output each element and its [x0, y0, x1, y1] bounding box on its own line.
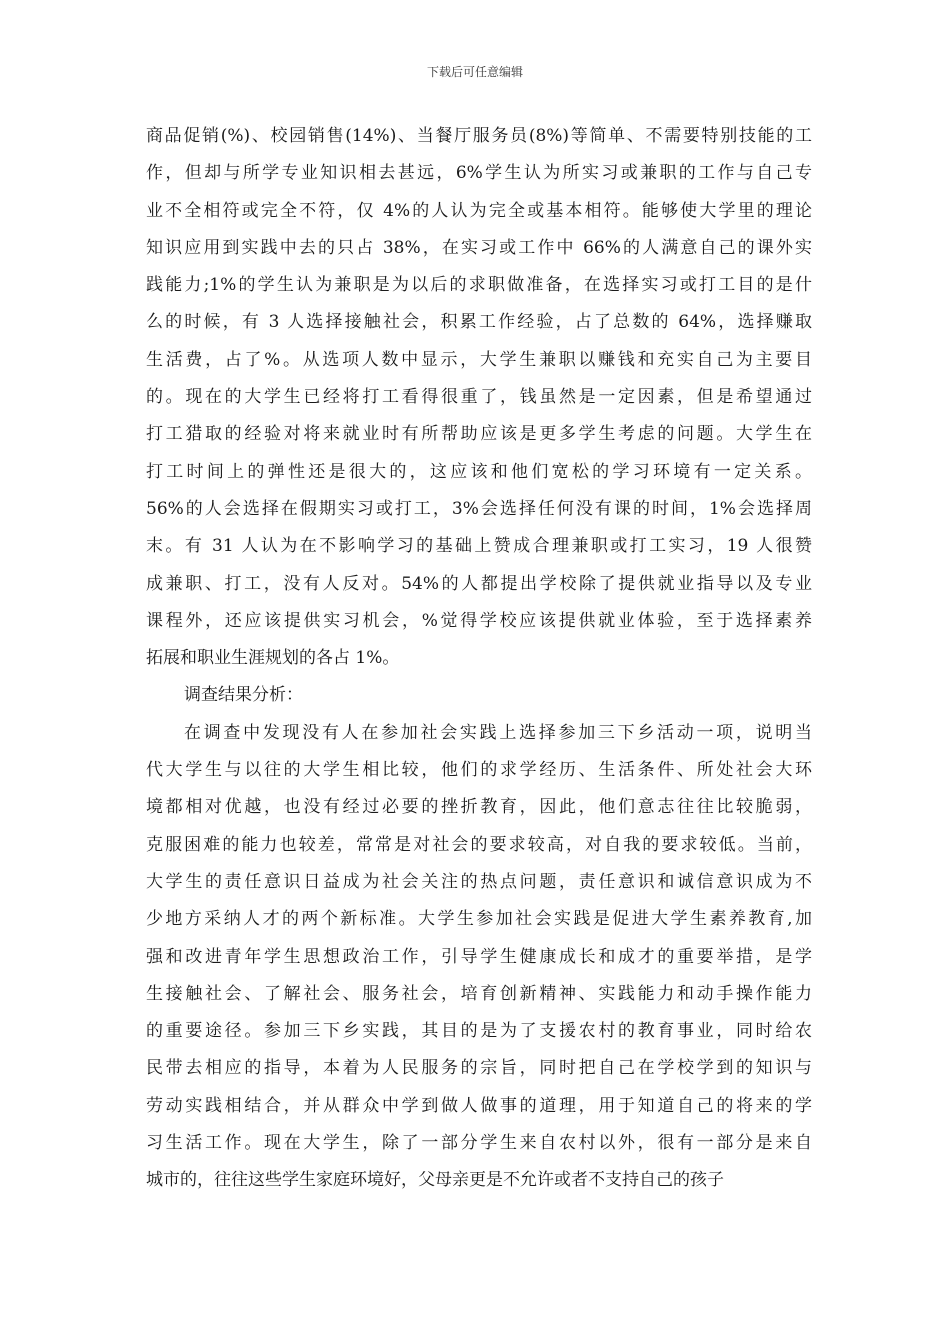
text-line: 课程外，还应该提供实习机会，%觉得学校应该提供就业体验，至于选择素养	[146, 610, 812, 631]
text-line: 业不全相符或完全不符，仅 4%的人认为完全或基本相符。能够使大学里的理论	[146, 200, 812, 221]
text-line: 大学生的责任意识日益成为社会关注的热点问题，责任意识和诚信意识成为不	[146, 871, 812, 892]
text-line: 少地方采纳人才的两个新标准。大学生参加社会实践是促进大学生素养教育,加	[146, 909, 812, 930]
text-line: 强和改进青年学生思想政治工作，引导学生健康成长和成才的重要举措，是学	[146, 946, 812, 967]
text-line: 劳动实践相结合，并从群众中学到做人做事的道理，用于知道自己的将来的学	[146, 1095, 812, 1116]
text-line: 的重要途径。参加三下乡实践，其目的是为了支援农村的教育事业，同时给农	[146, 1021, 812, 1042]
text-line: 克服困难的能力也较差，常常是对社会的要求较高，对自我的要求较低。当前，	[146, 834, 812, 855]
text-line: 城市的，往往这些学生家庭环境好，父母亲更是不允许或者不支持自己的孩子	[146, 1170, 724, 1191]
text-line: 调查结果分析：	[184, 685, 303, 706]
text-line: 境都相对优越，也没有经过必要的挫折教育，因此，他们意志往往比较脆弱，	[146, 797, 812, 818]
text-line: 在调查中发现没有人在参加社会实践上选择参加三下乡活动一项，说明当	[184, 722, 812, 743]
text-line: 打工猎取的经验对将来就业时有所帮助应该是更多学生考虑的问题。大学生在	[146, 424, 812, 445]
text-line: 商品促销(%)、校园销售(14%)、当餐厅服务员(8%)等简单、不需要特别技能的工	[146, 126, 812, 146]
text-line: 践能力;1%的学生认为兼职是为以后的求职做准备，在选择实习或打工目的是什	[146, 275, 812, 296]
text-line: 习生活工作。现在大学生，除了一部分学生来自农村以外，很有一部分是来自	[146, 1133, 812, 1154]
text-line: 民带去相应的指导，本着为人民服务的宗旨，同时把自己在学校学到的知识与	[146, 1058, 812, 1079]
text-line: 生活费，占了%。从选项人数中显示，大学生兼职以赚钱和充实自己为主要目	[146, 349, 812, 370]
paragraph	[146, 677, 812, 714]
text-line: 代大学生与以往的大学生相比较，他们的求学经历、生活条件、所处社会大环	[146, 760, 812, 781]
text-line: 作，但却与所学专业知识相去甚远，6%学生认为所实习或兼职的工作与自己专	[146, 163, 812, 184]
text-line: 么的时候，有 3 人选择接触社会，积累工作经验，占了总数的 64%，选择赚取	[146, 312, 812, 333]
text-line: 打工时间上的弹性还是很大的，这应该和他们宽松的学习环境有一定关系。	[146, 461, 812, 482]
text-line: 末。有 31 人认为在不影响学习的基础上赞成合理兼职或打工实习，19 人很赞	[146, 536, 812, 557]
paragraph	[146, 715, 812, 1200]
text-line: 知识应用到实践中去的只占 38%，在实习或工作中 66%的人满意自己的课外实	[146, 237, 812, 258]
document-body	[146, 118, 812, 1200]
page-header: 下载后可任意编辑	[426, 65, 523, 79]
text-line: 生接触社会、了解社会、服务社会，培育创新精神、实践能力和动手操作能力	[146, 983, 812, 1004]
text-line: 的。现在的大学生已经将打工看得很重了，钱虽然是一定因素，但是希望通过	[146, 387, 812, 408]
text-line: 成兼职、打工，没有人反对。54%的人都提出学校除了提供就业指导以及专业	[146, 573, 812, 594]
text-line: 拓展和职业生涯规划的各占 1%。	[146, 648, 400, 669]
paragraph	[146, 118, 812, 677]
text-line: 56%的人会选择在假期实习或打工，3%会选择任何没有课的时间，1%会选择周	[146, 498, 812, 519]
